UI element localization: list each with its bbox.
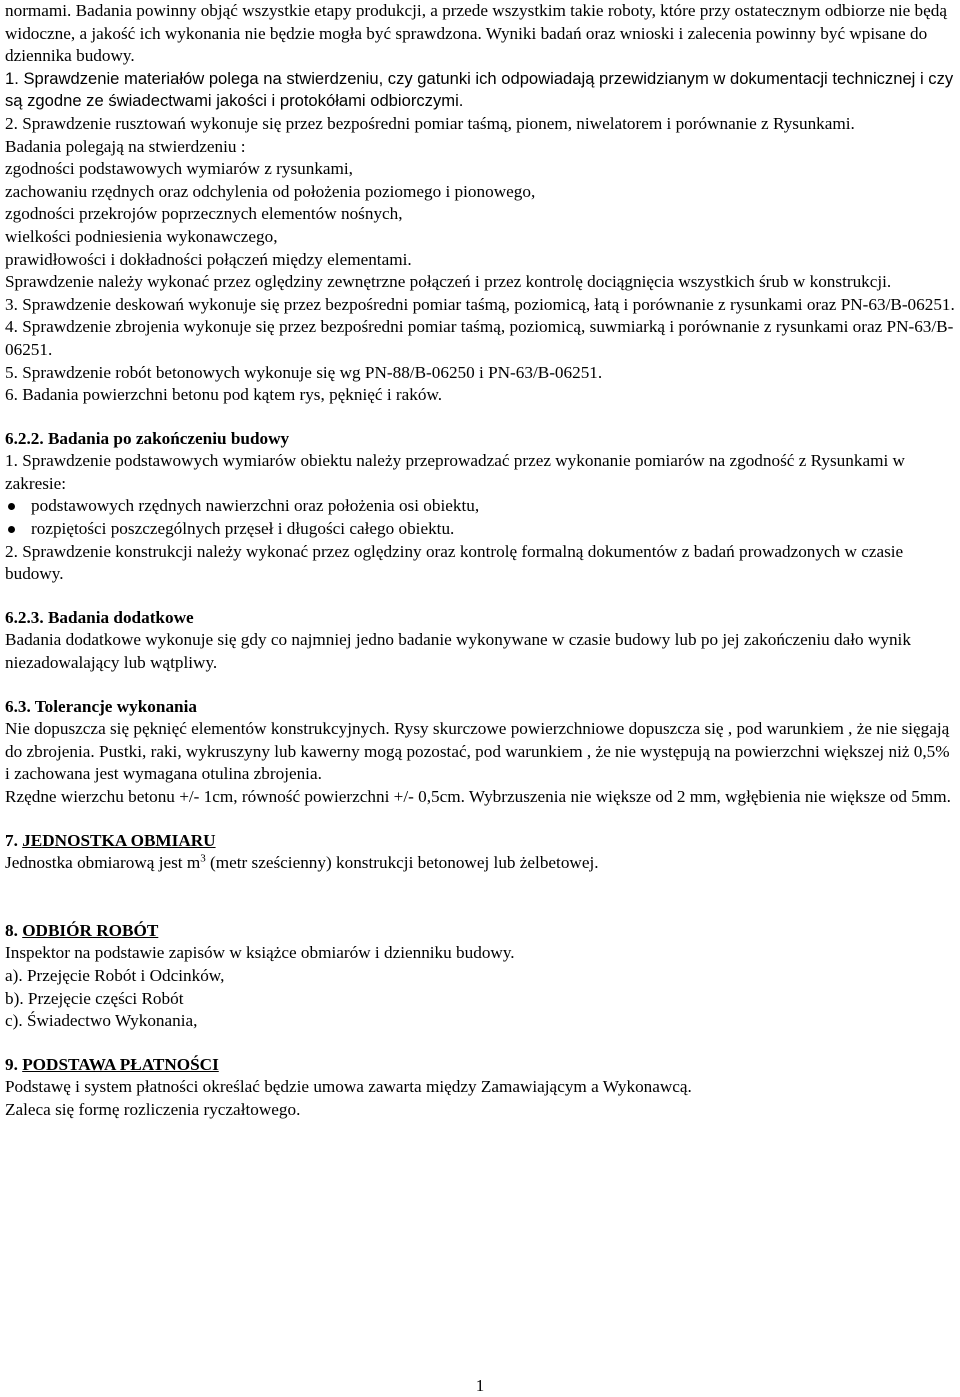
section-6-3-paragraph-2: Rzędne wierzchu betonu +/- 1cm, równość powierzchni +/- 0,5cm. Wybrzuszenia nie większe od 2 mm, wgłębienia nie większe od 5mm.: [5, 787, 951, 806]
section-6-2-2-paragraph-1: 1. Sprawdzenie podstawowych wymiarów obiektu należy przeprowadzać przez wykonanie pomiarów na zgodność z Rysunkami w zakresie:: [5, 451, 905, 493]
scaffolding-check-paragraph: 2. Sprawdzenie rusztowań wykonuje się przez bezpośredni pomiar taśmą, pionem, niwelatorem i porównanie z Rysunkami.: [5, 113, 855, 133]
section-8-item-c: c). Świadectwo Wykonania,: [5, 1011, 198, 1031]
document-page: [5, 0, 957, 1122]
section-title: ODBIÓR ROBÓT: [22, 920, 159, 940]
section-title: PODSTAWA PŁATNOŚCI: [22, 1054, 219, 1074]
section-title: JEDNOSTKA OBMIARU: [22, 830, 216, 850]
section-9-paragraph-1: Podstawę i system płatności określać będzie umowa zawarta między Zamawiającym a Wykonawcą.: [5, 1077, 692, 1097]
concrete-works-check-paragraph: 5. Sprawdzenie robót betonowych wykonuje się wg PN-88/B-06250 i PN-63/B-06251.: [5, 362, 603, 382]
section-number: 7.: [5, 830, 18, 850]
tests-item-camber: wielkości podniesienia wykonawczego,: [5, 226, 278, 246]
tests-item-cross-sections: zgodności przekrojów poprzecznych elementów nośnych,: [5, 204, 403, 224]
tests-intro-line: Badania polegają na stwierdzeniu :: [5, 136, 246, 156]
section-6-2-2-heading: [5, 428, 957, 451]
materials-check-paragraph: 1. Sprawdzenie materiałów polega na stwierdzeniu, czy gatunki ich odpowiadają przewidzianym w dokumentacji technicznej i czy są zgodne ze świadectwami jakości i protokółami odbiorczymi.: [5, 68, 954, 111]
section-title: Tolerancje wykonania: [34, 696, 197, 716]
unit-text-before: Jednostka obmiarową jest m: [5, 853, 201, 873]
list-item: rozpiętości poszczególnych przęseł i długości całego obiektu.: [5, 518, 957, 541]
section-8-paragraph-1: Inspektor na podstawie zapisów w książce obmiarów i dzienniku budowy.: [5, 943, 515, 963]
tests-item-levels: zachowaniu rzędnych oraz odchylenia od położenia poziomego i pionowego,: [5, 181, 536, 201]
section-6-2-3-paragraph: Badania dodatkowe wykonuje się gdy co najmniej jedno badanie wykonywane w czasie budowy lub po jej zakończeniu dało wynik niezadowalający lub wątpliwy.: [5, 630, 911, 673]
section-8-heading: [5, 920, 957, 943]
section-7-paragraph: [5, 852, 957, 875]
section-9-paragraph-2: Zaleca się formę rozliczenia ryczałtowego.: [5, 1099, 301, 1119]
section-number: 8.: [5, 920, 18, 940]
section-number: 6.2.2.: [5, 428, 44, 448]
section-8-item-a: a). Przejęcie Robót i Odcinków,: [5, 965, 225, 985]
concrete-surface-check-paragraph: 6. Badania powierzchni betonu pod kątem rys, pęknięć i raków.: [5, 385, 443, 405]
section-title: Badania po zakończeniu budowy: [47, 428, 290, 448]
section-number: 6.3.: [5, 696, 31, 716]
section-6-3-paragraph-1: Nie dopuszcza się pęknięć elementów konstrukcyjnych. Rysy skurczowe powierzchniowe dopuszcza się , pod warunkiem , że nie sięgają do zbrojenia. Pustki, raki, wykruszyny lub kawerny mogą pozostać, pod warunkiem , że nie występują na powierzchni większej niż 0,5% i zachowana jest wymagana otulina zbrojenia.: [5, 719, 950, 784]
section-number: 6.2.3.: [5, 607, 44, 627]
unit-exponent: 3: [200, 852, 206, 865]
section-9-heading: [5, 1054, 957, 1077]
section-8-item-b: b). Przejęcie części Robót: [5, 988, 184, 1008]
tests-item-connections: prawidłowości i dokładności połączeń między elementami.: [5, 249, 412, 269]
page-number: 1: [475, 1376, 485, 1395]
section-7-heading: [5, 830, 957, 853]
section-6-2-2-bullet-list: [5, 495, 957, 540]
bolts-check-paragraph: Sprawdzenie należy wykonać przez oględziny zewnętrzne połączeń i przez kontrolę dociągnięcia wszystkich śrub w konstrukcji.: [5, 272, 892, 292]
intro-paragraph: normami. Badania powinny objąć wszystkie etapy produkcji, a przede wszystkim takie roboty, które przy ostatecznym odbiorze nie będą widoczne, a jakość ich wykonania nie będzie mogła być sprawdzona. Wyniki badań oraz wnioski i zalecenia powinny być wpisane do dziennika budowy.: [5, 1, 947, 66]
section-6-2-3-heading: [5, 607, 957, 630]
unit-text-after: (metr sześcienny) konstrukcji betonowej lub żelbetowej.: [205, 853, 599, 873]
section-number: 9.: [5, 1054, 18, 1074]
formwork-check-paragraph: 3. Sprawdzenie deskowań wykonuje się przez bezpośredni pomiar taśmą, poziomicą, łatą i porównanie z rysunkami oraz PN-63/B-06251.: [5, 294, 955, 314]
section-6-3-heading: [5, 696, 957, 719]
tests-item-dimensions: zgodności podstawowych wymiarów z rysunkami,: [5, 159, 353, 179]
reinforcement-check-paragraph: 4. Sprawdzenie zbrojenia wykonuje się przez bezpośredni pomiar taśmą, poziomicą, suwmiarką i porównanie z rysunkami oraz PN-63/B-06251.: [5, 317, 954, 359]
section-6-2-2-paragraph-2: 2. Sprawdzenie konstrukcji należy wykonać przez oględziny oraz kontrolę formalną dokumentów z badań prowadzonych w czasie budowy.: [5, 541, 904, 584]
section-title: Badania dodatkowe: [47, 607, 194, 627]
list-item: podstawowych rzędnych nawierzchni oraz położenia osi obiektu,: [5, 495, 957, 518]
